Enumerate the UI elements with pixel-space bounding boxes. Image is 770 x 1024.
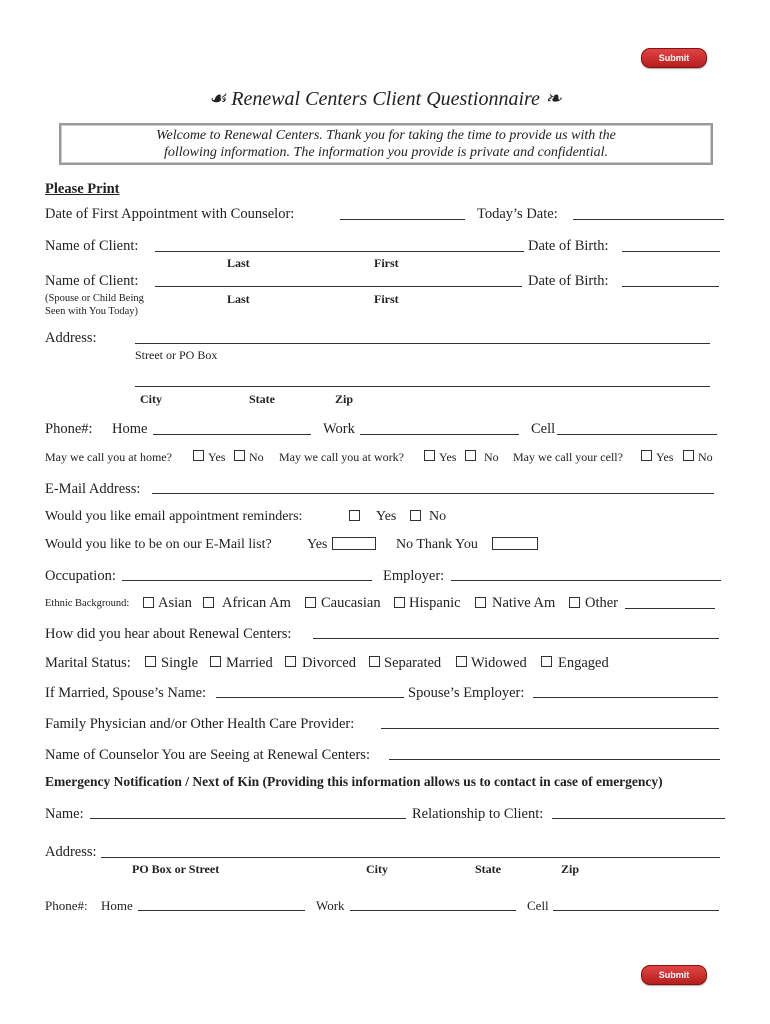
marital-widowed-checkbox[interactable] bbox=[456, 656, 467, 667]
physician-field[interactable] bbox=[381, 728, 719, 729]
relationship-field[interactable] bbox=[552, 818, 725, 819]
client-first-caption: First bbox=[374, 256, 399, 270]
emergency-cell-field[interactable] bbox=[553, 910, 719, 911]
emergency-city-caption: City bbox=[366, 862, 388, 876]
spouse-name-label: If Married, Spouse’s Name: bbox=[45, 685, 207, 701]
emergency-home-field[interactable] bbox=[138, 910, 305, 911]
client-dob-field[interactable] bbox=[622, 251, 720, 252]
reminders-question: Would you like email appointment reminders: bbox=[45, 509, 303, 524]
marital-married-label: Married bbox=[226, 655, 273, 671]
call-cell-no-label: No bbox=[698, 450, 713, 464]
marital-engaged-label: Engaged bbox=[558, 655, 609, 671]
client2-name-label: Name of Client: bbox=[45, 273, 139, 289]
mailing-no-label: No Thank You bbox=[396, 537, 478, 552]
email-label: E-Mail Address: bbox=[45, 481, 141, 497]
emergency-state-caption: State bbox=[475, 862, 501, 876]
mailing-yes-label: Yes bbox=[307, 537, 328, 552]
submit-button-top[interactable]: Submit bbox=[641, 48, 707, 68]
relationship-label: Relationship to Client: bbox=[412, 806, 544, 822]
client2-dob-field[interactable] bbox=[622, 286, 719, 287]
ethnic-african-label: African Am bbox=[222, 595, 291, 611]
mailing-list-question: Would you like to be on our E-Mail list? bbox=[45, 537, 272, 552]
phone-cell-label: Cell bbox=[531, 421, 556, 437]
reminders-no-checkbox[interactable] bbox=[410, 510, 421, 521]
call-home-no-label: No bbox=[249, 450, 264, 464]
phone-cell-field[interactable] bbox=[557, 434, 717, 435]
submit-button-bottom[interactable]: Submit bbox=[641, 965, 707, 985]
counselor-label: Name of Counselor You are Seeing at Renewal Centers: bbox=[45, 747, 370, 763]
ethnic-african-checkbox[interactable] bbox=[203, 597, 214, 608]
ethnic-hispanic-checkbox[interactable] bbox=[394, 597, 405, 608]
city-caption: City bbox=[140, 392, 162, 406]
emergency-address-field[interactable] bbox=[101, 857, 720, 858]
client2-dob-label: Date of Birth: bbox=[528, 273, 609, 289]
todays-date-label: Today’s Date: bbox=[477, 206, 558, 222]
client-dob-label: Date of Birth: bbox=[528, 238, 609, 254]
employer-field[interactable] bbox=[451, 580, 721, 581]
emergency-name-label: Name: bbox=[45, 806, 84, 822]
todays-date-field[interactable] bbox=[573, 219, 724, 220]
call-cell-no-checkbox[interactable] bbox=[683, 450, 694, 461]
ethnic-other-label: Other bbox=[585, 595, 619, 611]
call-work-no-label: No bbox=[484, 450, 499, 464]
address-city-field[interactable] bbox=[135, 386, 710, 387]
counselor-field[interactable] bbox=[389, 759, 720, 760]
ethnic-other-field[interactable] bbox=[625, 608, 715, 609]
marital-label: Marital Status: bbox=[45, 655, 131, 671]
welcome-line-2: following information. The information you provide is private and confidential. bbox=[164, 145, 608, 160]
emergency-address-label: Address: bbox=[45, 844, 97, 860]
reminders-no-label: No bbox=[429, 509, 447, 524]
marital-separated-checkbox[interactable] bbox=[369, 656, 380, 667]
client2-note-line2: Seen with You Today) bbox=[45, 306, 138, 317]
client2-note-line1: (Spouse or Child Being bbox=[45, 293, 144, 304]
phone-work-label: Work bbox=[323, 421, 355, 437]
phone-home-label: Home bbox=[112, 421, 148, 437]
ethnic-asian-checkbox[interactable] bbox=[143, 597, 154, 608]
call-home-no-checkbox[interactable] bbox=[234, 450, 245, 461]
street-caption: Street or PO Box bbox=[135, 348, 218, 362]
mailing-no-box[interactable] bbox=[492, 537, 538, 550]
client2-first-caption: First bbox=[374, 292, 399, 306]
title-text: Renewal Centers Client Questionnaire bbox=[231, 88, 540, 110]
ethnic-caucasian-label: Caucasian bbox=[321, 595, 381, 611]
ethnic-caucasian-checkbox[interactable] bbox=[305, 597, 316, 608]
call-cell-yes-checkbox[interactable] bbox=[641, 450, 652, 461]
reminders-yes-checkbox[interactable] bbox=[349, 510, 360, 521]
heard-field[interactable] bbox=[313, 638, 719, 639]
phone-work-field[interactable] bbox=[360, 434, 519, 435]
please-print-heading: Please Print bbox=[45, 181, 120, 197]
zip-caption: Zip bbox=[335, 392, 354, 406]
client2-last-caption: Last bbox=[227, 292, 250, 306]
client-last-caption: Last bbox=[227, 256, 250, 270]
marital-divorced-label: Divorced bbox=[302, 655, 356, 671]
ethnic-hispanic-label: Hispanic bbox=[409, 595, 461, 611]
call-home-yes-checkbox[interactable] bbox=[193, 450, 204, 461]
ethnic-native-label: Native Am bbox=[492, 595, 556, 611]
ornament-left-icon: ☙ bbox=[208, 88, 227, 110]
address-label: Address: bbox=[45, 330, 97, 346]
phone-home-field[interactable] bbox=[153, 434, 311, 435]
emergency-phone-label: Phone#: bbox=[45, 898, 88, 913]
first-appt-field[interactable] bbox=[340, 219, 465, 220]
spouse-employer-field[interactable] bbox=[533, 697, 718, 698]
spouse-name-field[interactable] bbox=[216, 697, 404, 698]
marital-separated-label: Separated bbox=[384, 655, 442, 671]
marital-single-label: Single bbox=[161, 655, 199, 671]
ethnic-asian-label: Asian bbox=[158, 595, 192, 611]
address-street-field[interactable] bbox=[135, 343, 710, 344]
occupation-field[interactable] bbox=[122, 580, 372, 581]
welcome-box bbox=[59, 123, 713, 165]
call-cell-yes-label: Yes bbox=[656, 450, 674, 464]
marital-engaged-checkbox[interactable] bbox=[541, 656, 552, 667]
client-name-label: Name of Client: bbox=[45, 238, 139, 254]
emergency-work-label: Work bbox=[316, 898, 345, 913]
form-title bbox=[0, 86, 770, 111]
first-appt-label: Date of First Appointment with Counselor: bbox=[45, 206, 295, 222]
call-home-question: May we call you at home? bbox=[45, 450, 172, 464]
emergency-home-label: Home bbox=[101, 898, 133, 913]
reminders-yes-label: Yes bbox=[376, 509, 397, 524]
emergency-po-caption: PO Box or Street bbox=[132, 862, 220, 876]
ethnic-label: Ethnic Background: bbox=[45, 598, 130, 609]
ornament-right-icon: ❧ bbox=[544, 88, 562, 110]
marital-single-checkbox[interactable] bbox=[145, 656, 156, 667]
call-work-no-checkbox[interactable] bbox=[465, 450, 476, 461]
marital-married-checkbox[interactable] bbox=[210, 656, 221, 667]
call-home-yes-label: Yes bbox=[208, 450, 226, 464]
ethnic-native-checkbox[interactable] bbox=[475, 597, 486, 608]
employer-label: Employer: bbox=[383, 568, 445, 584]
emergency-name-field[interactable] bbox=[90, 818, 406, 819]
mailing-yes-box[interactable] bbox=[332, 537, 376, 550]
occupation-label: Occupation: bbox=[45, 568, 116, 584]
call-work-yes-label: Yes bbox=[439, 450, 457, 464]
call-work-question: May we call you at work? bbox=[279, 450, 404, 464]
physician-label: Family Physician and/or Other Health Care Provider: bbox=[45, 716, 355, 732]
marital-divorced-checkbox[interactable] bbox=[285, 656, 296, 667]
heard-label: How did you hear about Renewal Centers: bbox=[45, 626, 292, 642]
client2-name-field[interactable] bbox=[155, 286, 522, 287]
phone-label: Phone#: bbox=[45, 421, 93, 437]
ethnic-other-checkbox[interactable] bbox=[569, 597, 580, 608]
email-field[interactable] bbox=[152, 493, 714, 494]
client-name-field[interactable] bbox=[155, 251, 524, 252]
welcome-line-1: Welcome to Renewal Centers. Thank you for taking the time to provide us with the bbox=[156, 128, 616, 143]
call-work-yes-checkbox[interactable] bbox=[424, 450, 435, 461]
state-caption: State bbox=[249, 392, 275, 406]
emergency-work-field[interactable] bbox=[350, 910, 516, 911]
call-cell-question: May we call your cell? bbox=[513, 450, 623, 464]
spouse-employer-label: Spouse’s Employer: bbox=[408, 685, 525, 701]
emergency-heading: Emergency Notification / Next of Kin (Providing this information allows us to contact in case of emergency) bbox=[45, 774, 663, 789]
emergency-cell-label: Cell bbox=[527, 898, 549, 913]
marital-widowed-label: Widowed bbox=[471, 655, 527, 671]
emergency-zip-caption: Zip bbox=[561, 862, 580, 876]
